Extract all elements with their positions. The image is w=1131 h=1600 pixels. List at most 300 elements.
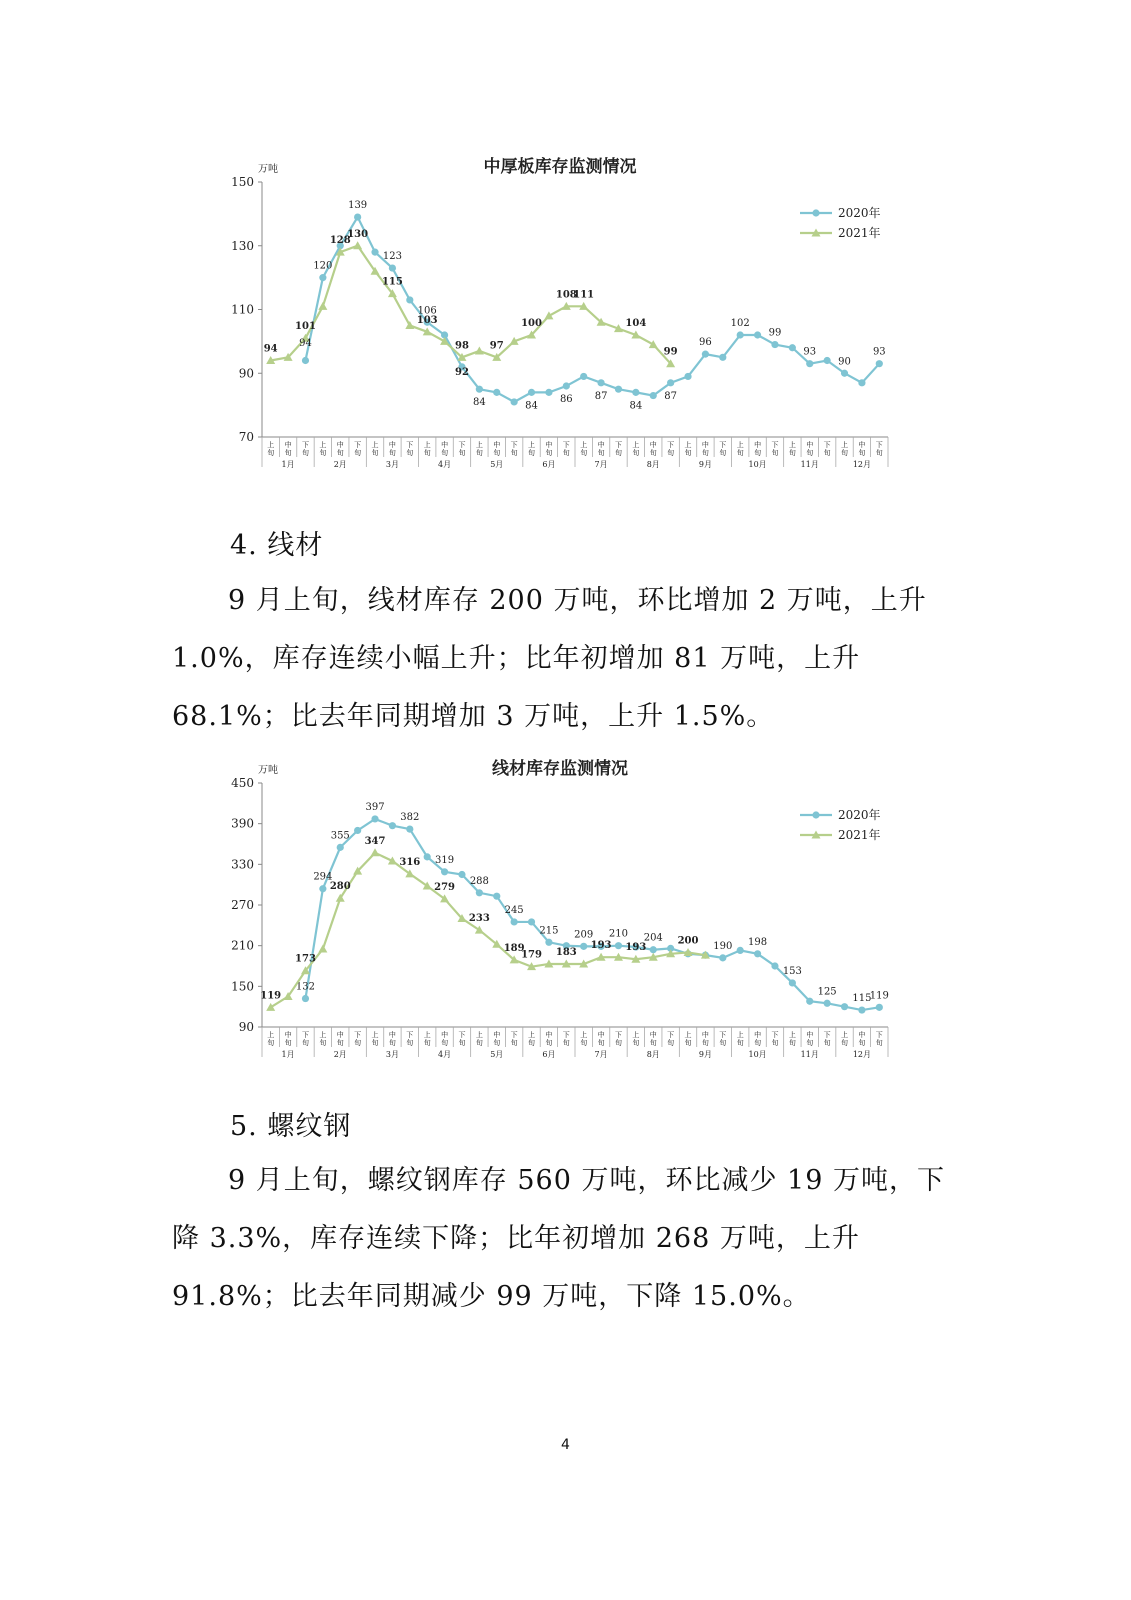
data-point-2020 xyxy=(841,1003,848,1010)
y-tick-label: 150 xyxy=(231,979,254,994)
data-point-2020 xyxy=(876,360,883,367)
data-point-2020 xyxy=(441,868,448,875)
x-period-label-bottom: 旬 xyxy=(771,449,779,457)
x-period-label-bottom: 旬 xyxy=(441,1039,449,1047)
x-period-label-bottom: 旬 xyxy=(388,1039,396,1047)
data-point-2020 xyxy=(719,354,726,361)
x-period-label-bottom: 旬 xyxy=(580,449,588,457)
x-period-label-top: 上 xyxy=(267,441,275,449)
x-period-label-bottom: 旬 xyxy=(371,449,379,457)
legend-marker xyxy=(812,811,819,818)
x-period-label-top: 中 xyxy=(336,1031,344,1039)
series-line-2020年 xyxy=(305,217,879,402)
data-label: 84 xyxy=(629,400,643,412)
x-month-label: 1月 xyxy=(281,1050,295,1059)
x-period-label-bottom: 旬 xyxy=(562,449,570,457)
x-period-label-top: 上 xyxy=(423,441,431,449)
x-period-label-bottom: 旬 xyxy=(806,449,814,457)
data-label: 189 xyxy=(503,942,525,954)
y-tick-label: 130 xyxy=(231,238,254,253)
x-period-label-top: 下 xyxy=(354,1031,362,1039)
data-point-2020 xyxy=(493,389,500,396)
data-label: 130 xyxy=(347,228,369,240)
x-period-label-bottom: 旬 xyxy=(701,1039,709,1047)
x-period-label-bottom: 旬 xyxy=(528,1039,536,1047)
x-period-label-bottom: 旬 xyxy=(719,449,727,457)
data-point-2020 xyxy=(858,1006,865,1013)
x-period-label-top: 上 xyxy=(736,1031,744,1039)
x-period-label-top: 下 xyxy=(823,441,831,449)
x-period-label-bottom: 旬 xyxy=(632,1039,640,1047)
data-point-2020 xyxy=(789,979,796,986)
x-period-label-top: 中 xyxy=(284,1031,292,1039)
plate-inventory-chart xyxy=(200,145,920,475)
data-point-2020 xyxy=(754,950,761,957)
data-point-2020 xyxy=(841,370,848,377)
x-period-label-top: 上 xyxy=(580,1031,588,1039)
data-label: 123 xyxy=(382,251,402,263)
y-tick-label: 150 xyxy=(231,175,254,189)
page-number: 4 xyxy=(561,1437,570,1453)
data-point-2020 xyxy=(650,392,657,399)
data-label: 100 xyxy=(521,318,542,329)
x-period-label-bottom: 旬 xyxy=(319,449,327,457)
data-label: 153 xyxy=(782,965,802,977)
data-point-2020 xyxy=(737,331,744,338)
data-point-2020 xyxy=(493,893,500,900)
data-label: 179 xyxy=(521,949,542,961)
y-axis-unit-label: 万吨 xyxy=(258,164,278,175)
data-point-2020 xyxy=(354,827,361,834)
data-label: 215 xyxy=(539,925,559,937)
data-point-2020 xyxy=(771,962,778,969)
x-month-label: 4月 xyxy=(438,460,452,469)
x-period-label-bottom: 旬 xyxy=(614,449,622,457)
x-period-label-top: 中 xyxy=(649,441,657,449)
x-month-label: 2月 xyxy=(333,1050,347,1059)
x-month-label: 9月 xyxy=(698,1050,712,1059)
data-point-2020 xyxy=(511,398,518,405)
x-period-label-bottom: 旬 xyxy=(545,1039,553,1047)
x-period-label-bottom: 旬 xyxy=(423,449,431,457)
x-period-label-top: 中 xyxy=(597,1031,605,1039)
x-period-label-bottom: 旬 xyxy=(336,1039,344,1047)
data-label: 382 xyxy=(400,812,420,824)
x-month-label: 8月 xyxy=(646,460,660,469)
x-period-label-bottom: 旬 xyxy=(267,449,275,457)
x-period-label-top: 下 xyxy=(667,441,675,449)
x-period-label-top: 中 xyxy=(284,441,292,449)
data-label: 245 xyxy=(504,904,524,916)
data-label: 98 xyxy=(455,340,469,352)
x-period-label-bottom: 旬 xyxy=(528,449,536,457)
data-point-2020 xyxy=(876,1004,883,1011)
x-period-label-top: 中 xyxy=(858,441,866,449)
x-month-label: 3月 xyxy=(385,1050,399,1059)
x-period-label-top: 下 xyxy=(510,441,518,449)
x-period-label-top: 上 xyxy=(788,441,796,449)
data-label: 119 xyxy=(260,990,282,1002)
data-point-2021 xyxy=(318,945,327,953)
x-period-label-bottom: 旬 xyxy=(684,449,692,457)
x-period-label-top: 下 xyxy=(667,1031,675,1039)
x-period-label-top: 中 xyxy=(388,441,396,449)
data-point-2020 xyxy=(354,213,361,220)
data-label: 280 xyxy=(329,881,351,893)
data-label: 193 xyxy=(590,940,612,952)
x-period-label-top: 下 xyxy=(771,441,779,449)
data-label: 193 xyxy=(625,942,647,954)
section-heading-rebar: 5. 螺纹钢 xyxy=(230,1111,352,1142)
x-period-label-bottom: 旬 xyxy=(597,449,605,457)
x-period-label-bottom: 旬 xyxy=(510,449,518,457)
x-month-label: 1月 xyxy=(281,460,295,469)
data-label: 183 xyxy=(555,946,577,958)
section-paragraph-wire-rod xyxy=(172,572,962,746)
data-point-2020 xyxy=(389,822,396,829)
x-period-label-bottom: 旬 xyxy=(788,1039,796,1047)
data-point-2020 xyxy=(684,373,691,380)
x-period-label-bottom: 旬 xyxy=(754,1039,762,1047)
x-period-label-bottom: 旬 xyxy=(354,1039,362,1047)
x-period-label-bottom: 旬 xyxy=(875,449,883,457)
x-period-label-top: 下 xyxy=(562,1031,570,1039)
data-point-2020 xyxy=(806,360,813,367)
x-period-label-top: 中 xyxy=(858,1031,866,1039)
x-period-label-top: 中 xyxy=(754,441,762,449)
data-label: 93 xyxy=(872,346,886,358)
x-period-label-top: 中 xyxy=(649,1031,657,1039)
paragraph-text: 9 月上旬，线材库存 200 万吨，环比增加 2 万吨，上升 1.0%，库存连续小幅上升；比年初增加 81 万吨，上升 68.1%；比去年同期增加 3 万吨，上升 1.5%。 xyxy=(172,585,927,732)
x-period-label-top: 中 xyxy=(806,1031,814,1039)
x-period-label-top: 中 xyxy=(701,1031,709,1039)
data-point-2020 xyxy=(319,885,326,892)
y-tick-label: 450 xyxy=(231,776,254,790)
data-label: 125 xyxy=(817,986,837,998)
chart-title: 中厚板库存监测情况 xyxy=(483,157,637,177)
x-period-label-top: 中 xyxy=(806,441,814,449)
x-period-label-top: 下 xyxy=(614,441,622,449)
data-label: 103 xyxy=(416,314,438,326)
data-point-2020 xyxy=(702,351,709,358)
x-period-label-top: 上 xyxy=(475,1031,483,1039)
data-label: 115 xyxy=(381,276,403,288)
x-month-label: 7月 xyxy=(594,1050,608,1059)
data-point-2020 xyxy=(545,939,552,946)
x-period-label-bottom: 旬 xyxy=(423,1039,431,1047)
x-period-label-bottom: 旬 xyxy=(441,449,449,457)
data-point-2020 xyxy=(371,249,378,256)
x-period-label-top: 下 xyxy=(719,1031,727,1039)
x-period-label-top: 下 xyxy=(719,441,727,449)
data-label: 139 xyxy=(348,200,368,212)
legend-label: 2021年 xyxy=(838,828,881,842)
data-label: 86 xyxy=(559,394,573,405)
data-label: 132 xyxy=(295,981,316,993)
data-point-2020 xyxy=(458,871,465,878)
data-label: 87 xyxy=(594,390,608,402)
data-label: 288 xyxy=(469,875,489,887)
x-period-label-top: 上 xyxy=(319,1031,327,1039)
x-period-label-top: 下 xyxy=(510,1031,518,1039)
data-label: 84 xyxy=(525,400,538,412)
wire-rod-inventory-chart-svg xyxy=(200,752,920,1064)
data-label: 97 xyxy=(489,340,504,352)
data-point-2020 xyxy=(406,825,413,832)
data-point-2020 xyxy=(319,274,326,281)
x-period-label-bottom: 旬 xyxy=(336,449,344,457)
data-label: 319 xyxy=(435,854,455,866)
data-label: 210 xyxy=(608,928,629,940)
data-point-2020 xyxy=(528,389,535,396)
data-label: 119 xyxy=(869,990,889,1002)
legend-label: 2020年 xyxy=(838,808,881,822)
data-point-2020 xyxy=(371,815,378,822)
x-period-label-bottom: 旬 xyxy=(388,449,396,457)
x-period-label-top: 上 xyxy=(267,1031,275,1039)
x-month-label: 3月 xyxy=(385,460,399,469)
x-period-label-bottom: 旬 xyxy=(841,449,849,457)
x-period-label-bottom: 旬 xyxy=(301,449,309,457)
x-period-label-top: 上 xyxy=(371,1031,379,1039)
x-period-label-bottom: 旬 xyxy=(823,1039,831,1047)
data-point-2021 xyxy=(475,346,484,354)
data-point-2020 xyxy=(424,853,431,860)
plate-inventory-chart-svg xyxy=(200,145,920,475)
x-month-label: 6月 xyxy=(542,460,556,469)
data-point-2020 xyxy=(528,918,535,925)
x-period-label-top: 中 xyxy=(493,441,501,449)
x-period-label-top: 中 xyxy=(701,441,709,449)
x-period-label-top: 上 xyxy=(580,441,588,449)
x-period-label-top: 上 xyxy=(528,441,536,449)
data-label: 173 xyxy=(295,953,316,965)
section-paragraph-rebar xyxy=(172,1152,962,1326)
x-month-label: 10月 xyxy=(748,460,767,469)
data-label: 198 xyxy=(748,936,768,948)
x-month-label: 12月 xyxy=(852,460,872,469)
data-point-2020 xyxy=(302,995,309,1002)
x-period-label-bottom: 旬 xyxy=(406,449,414,457)
x-period-label-bottom: 旬 xyxy=(284,1039,292,1047)
data-label: 99 xyxy=(663,346,678,358)
data-label: 190 xyxy=(713,940,733,952)
x-period-label-top: 上 xyxy=(632,1031,640,1039)
data-label: 316 xyxy=(399,856,421,868)
x-period-label-top: 上 xyxy=(319,441,327,449)
data-point-2020 xyxy=(580,943,587,950)
data-label: 104 xyxy=(625,318,647,329)
x-month-label: 9月 xyxy=(698,460,712,469)
x-period-label-bottom: 旬 xyxy=(493,449,501,457)
x-period-label-bottom: 旬 xyxy=(319,1039,327,1047)
x-period-label-bottom: 旬 xyxy=(649,1039,657,1047)
x-month-label: 7月 xyxy=(594,460,608,469)
x-period-label-bottom: 旬 xyxy=(701,449,709,457)
x-period-label-bottom: 旬 xyxy=(545,449,553,457)
x-period-label-top: 上 xyxy=(684,1031,692,1039)
x-period-label-bottom: 旬 xyxy=(580,1039,588,1047)
legend-label: 2020年 xyxy=(838,206,881,220)
x-period-label-top: 下 xyxy=(458,1031,466,1039)
section-heading-wire-rod: 4. 线材 xyxy=(230,530,324,561)
x-period-label-bottom: 旬 xyxy=(788,449,796,457)
y-tick-label: 70 xyxy=(238,430,254,444)
data-point-2020 xyxy=(824,1000,831,1007)
x-period-label-top: 下 xyxy=(562,441,570,449)
y-tick-label: 90 xyxy=(238,366,254,381)
x-period-label-bottom: 旬 xyxy=(858,1039,866,1047)
x-month-label: 4月 xyxy=(438,1050,452,1059)
x-period-label-top: 中 xyxy=(597,441,605,449)
x-period-label-top: 下 xyxy=(406,1031,414,1039)
x-period-label-bottom: 旬 xyxy=(667,449,675,457)
x-period-label-top: 中 xyxy=(441,441,449,449)
data-point-2020 xyxy=(667,379,674,386)
data-point-2020 xyxy=(615,942,622,949)
x-period-label-bottom: 旬 xyxy=(841,1039,849,1047)
x-period-label-top: 下 xyxy=(771,1031,779,1039)
x-period-label-top: 上 xyxy=(841,441,849,449)
data-label: 99 xyxy=(768,327,782,339)
x-month-label: 5月 xyxy=(490,1050,504,1059)
data-label: 96 xyxy=(699,337,712,349)
x-period-label-bottom: 旬 xyxy=(475,1039,483,1047)
data-label: 397 xyxy=(365,801,385,813)
data-point-2020 xyxy=(858,379,865,386)
x-period-label-top: 中 xyxy=(441,1031,449,1039)
x-period-label-top: 下 xyxy=(614,1031,622,1039)
x-period-label-bottom: 旬 xyxy=(667,1039,675,1047)
data-point-2020 xyxy=(650,946,657,953)
data-label: 204 xyxy=(643,932,663,944)
x-period-label-top: 下 xyxy=(875,441,883,449)
y-tick-label: 330 xyxy=(231,857,254,872)
data-point-2020 xyxy=(597,379,604,386)
data-point-2020 xyxy=(789,344,796,351)
wire-rod-inventory-chart xyxy=(200,752,920,1064)
x-period-label-top: 上 xyxy=(475,441,483,449)
y-tick-label: 90 xyxy=(238,1020,254,1034)
x-month-label: 10月 xyxy=(748,1050,767,1059)
data-label: 108 xyxy=(555,289,577,301)
data-point-2020 xyxy=(389,264,396,271)
y-tick-label: 270 xyxy=(231,898,254,912)
data-point-2020 xyxy=(580,373,587,380)
x-period-label-top: 下 xyxy=(875,1031,883,1039)
x-period-label-bottom: 旬 xyxy=(458,449,466,457)
data-point-2021 xyxy=(371,848,380,856)
x-period-label-top: 上 xyxy=(736,441,744,449)
x-period-label-bottom: 旬 xyxy=(632,449,640,457)
legend-marker xyxy=(812,209,819,216)
data-point-2021 xyxy=(318,302,327,310)
x-period-label-bottom: 旬 xyxy=(475,449,483,457)
y-tick-label: 110 xyxy=(231,302,254,317)
x-period-label-top: 上 xyxy=(528,1031,536,1039)
data-label: 93 xyxy=(803,346,817,358)
x-period-label-bottom: 旬 xyxy=(493,1039,501,1047)
data-label: 102 xyxy=(730,318,750,329)
x-period-label-bottom: 旬 xyxy=(406,1039,414,1047)
chart-title: 线材库存监测情况 xyxy=(492,759,628,779)
x-period-label-bottom: 旬 xyxy=(875,1039,883,1047)
x-period-label-top: 下 xyxy=(354,441,362,449)
x-period-label-bottom: 旬 xyxy=(736,1039,744,1047)
x-period-label-bottom: 旬 xyxy=(754,449,762,457)
data-point-2020 xyxy=(476,386,483,393)
data-label: 84 xyxy=(472,397,486,409)
data-point-2020 xyxy=(406,296,413,303)
data-point-2020 xyxy=(563,382,570,389)
data-label: 92 xyxy=(455,366,469,378)
x-period-label-top: 中 xyxy=(388,1031,396,1039)
x-month-label: 5月 xyxy=(490,460,504,469)
x-period-label-bottom: 旬 xyxy=(806,1039,814,1047)
data-label: 200 xyxy=(677,935,699,947)
data-label: 90 xyxy=(838,356,851,368)
data-label: 111 xyxy=(573,289,595,301)
x-period-label-top: 中 xyxy=(336,441,344,449)
data-label: 106 xyxy=(417,305,437,317)
y-tick-label: 210 xyxy=(231,938,254,953)
data-point-2020 xyxy=(806,998,813,1005)
data-point-2020 xyxy=(337,844,344,851)
data-point-2020 xyxy=(719,954,726,961)
x-month-label: 8月 xyxy=(646,1050,660,1059)
data-point-2020 xyxy=(737,947,744,954)
x-period-label-top: 上 xyxy=(423,1031,431,1039)
x-period-label-bottom: 旬 xyxy=(771,1039,779,1047)
x-period-label-bottom: 旬 xyxy=(597,1039,605,1047)
x-period-label-bottom: 旬 xyxy=(562,1039,570,1047)
data-label: 115 xyxy=(852,993,872,1005)
data-label: 233 xyxy=(468,913,490,925)
x-period-label-top: 下 xyxy=(406,441,414,449)
x-period-label-bottom: 旬 xyxy=(649,449,657,457)
x-period-label-bottom: 旬 xyxy=(684,1039,692,1047)
data-point-2020 xyxy=(511,918,518,925)
x-period-label-bottom: 旬 xyxy=(458,1039,466,1047)
data-point-2020 xyxy=(302,357,309,364)
x-period-label-bottom: 旬 xyxy=(510,1039,518,1047)
y-axis-unit-label: 万吨 xyxy=(258,765,278,776)
x-period-label-bottom: 旬 xyxy=(371,1039,379,1047)
x-month-label: 6月 xyxy=(542,1050,556,1059)
x-period-label-bottom: 旬 xyxy=(301,1039,309,1047)
x-period-label-top: 上 xyxy=(371,441,379,449)
x-period-label-top: 中 xyxy=(545,1031,553,1039)
data-label: 294 xyxy=(313,871,333,883)
data-point-2020 xyxy=(824,357,831,364)
x-period-label-top: 中 xyxy=(493,1031,501,1039)
x-period-label-bottom: 旬 xyxy=(736,449,744,457)
data-label: 94 xyxy=(299,338,312,350)
x-month-label: 11月 xyxy=(800,1050,819,1059)
x-period-label-top: 上 xyxy=(684,441,692,449)
data-label: 355 xyxy=(330,830,350,842)
x-period-label-top: 下 xyxy=(458,441,466,449)
x-month-label: 12月 xyxy=(852,1050,872,1059)
x-period-label-top: 上 xyxy=(788,1031,796,1039)
data-point-2021 xyxy=(405,321,414,329)
data-point-2020 xyxy=(545,389,552,396)
data-label: 128 xyxy=(329,235,351,247)
data-label: 279 xyxy=(434,881,456,893)
x-period-label-top: 上 xyxy=(841,1031,849,1039)
data-point-2020 xyxy=(615,386,622,393)
x-period-label-top: 中 xyxy=(545,441,553,449)
